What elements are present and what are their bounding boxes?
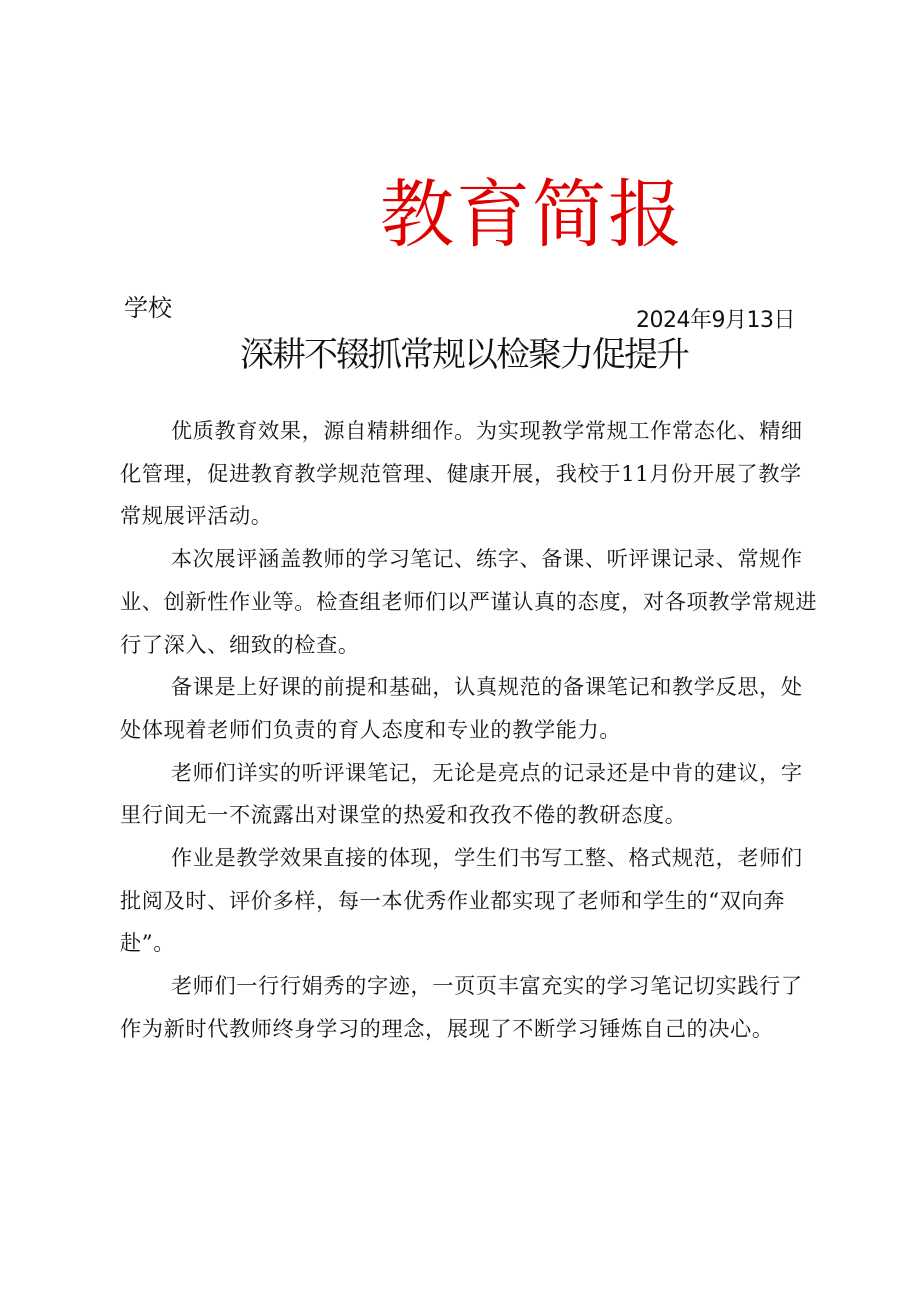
school-label: 学校 bbox=[124, 294, 172, 322]
masthead-title: 教育简报 bbox=[380, 172, 684, 258]
issue-date: 2024年9月13日 bbox=[636, 308, 795, 333]
article-body bbox=[120, 410, 820, 1051]
paragraph: 作业是教学效果直接的体现，学生们书写工整、格式规范，老师们批阅及时、评价多样，每一本优秀作业都实现了老师和学生的“双向奔赴”。 bbox=[120, 845, 803, 956]
paragraph: 老师们详实的听评课笔记，无论是亮点的记录还是中肯的建议，字里行间无一不流露出对课堂的热爱和孜孜不倦的教研态度。 bbox=[120, 759, 803, 828]
article-headline: 深耕不辍抓常规以检聚力促提升 bbox=[240, 335, 688, 375]
paragraph: 优质教育效果，源自精耕细作。为实现教学常规工作常态化、精细化管理，促进教育教学规范管理、健康开展，我校于11月份开展了教学常规展评活动。 bbox=[120, 418, 803, 529]
paragraph: 老师们一行行娟秀的字迹，一页页丰富充实的学习笔记切实践行了作为新时代教师终身学习的理念，展现了不断学习锤炼自己的决心。 bbox=[120, 973, 803, 1041]
paragraph: 本次展评涵盖教师的学习笔记、练字、备课、听评课记录、常规作业、创新性作业等。检查组老师们以严谨认真的态度，对各项教学常规进行了深入、细致的检查。 bbox=[120, 546, 818, 657]
paragraph: 备课是上好课的前提和基础，认真规范的备课笔记和教学反思，处处体现着老师们负责的育人态度和专业的教学能力。 bbox=[120, 674, 803, 742]
